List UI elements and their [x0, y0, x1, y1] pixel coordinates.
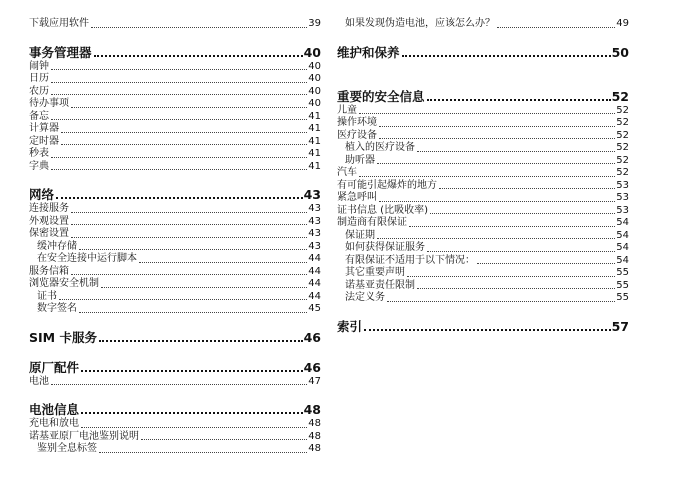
toc-entry-title: 鉴别全息标签 [37, 443, 97, 454]
toc-section-heading[interactable] [29, 360, 321, 376]
toc-page-number: 41 [308, 160, 321, 172]
toc-page-number: 48 [308, 443, 321, 454]
dot-leader [81, 412, 303, 414]
dot-leader [51, 94, 307, 95]
dot-leader [477, 263, 615, 264]
toc-entry-title: 诺基亚责任限制 [345, 279, 415, 291]
dot-leader [99, 452, 307, 453]
toc-page-number: 53 [616, 204, 629, 216]
toc-page-number: 54 [616, 217, 629, 228]
toc-entry-title: 有限保证不适用于以下情况： [345, 254, 475, 266]
toc-left-column [29, 18, 321, 456]
dot-leader [59, 299, 307, 300]
dot-leader [71, 107, 307, 108]
toc-page-number: 44 [308, 290, 321, 302]
dot-leader [99, 340, 303, 342]
toc-page-number: 46 [303, 329, 321, 345]
toc-page-number: 55 [616, 267, 629, 278]
dot-leader [94, 55, 303, 57]
toc-entry-title: 诺基亚原厂电池鉴别说明 [29, 430, 139, 442]
toc-subentry[interactable] [337, 280, 629, 293]
dot-leader [79, 249, 307, 250]
toc-entry-title: 儿童 [337, 104, 357, 116]
toc-entry[interactable] [29, 61, 321, 74]
dot-leader [407, 276, 615, 277]
toc-page-number: 52 [616, 104, 629, 116]
toc-subentry[interactable] [29, 291, 321, 304]
toc-entry-title: 维护和保养 [337, 44, 400, 60]
toc-entry-title: 电池 [29, 375, 49, 387]
toc-entry-title: 备忘 [29, 110, 49, 122]
dot-leader [387, 301, 615, 302]
toc-entry-title: 操作环境 [337, 117, 377, 128]
toc-entry-title: 日历 [29, 73, 49, 84]
toc-page-number: 55 [616, 292, 629, 303]
dot-leader [377, 238, 615, 239]
toc-entry-title: 计算器 [29, 123, 59, 134]
toc-entry-title: 网络 [29, 187, 55, 202]
dot-leader [379, 126, 615, 127]
toc-page-number: 40 [308, 73, 321, 84]
toc-entry-title: 定时器 [29, 135, 59, 147]
toc-page-number: 57 [611, 318, 629, 334]
toc-entry-title: 索引 [337, 318, 363, 334]
toc-entry-title: 证书 [37, 290, 57, 302]
toc-page-number: 44 [308, 278, 321, 289]
toc-page-number: 54 [616, 229, 629, 241]
toc-page-number: 53 [616, 192, 629, 203]
toc-page-number: 50 [611, 44, 629, 60]
dot-leader [81, 370, 303, 372]
toc-entry-title: 如果发现伪造电池，应该怎么办？ [345, 18, 495, 29]
dot-leader [101, 287, 307, 288]
toc-section-heading[interactable] [29, 330, 321, 346]
toc-entry[interactable] [29, 123, 321, 136]
dot-leader [71, 274, 307, 275]
toc-page-number: 55 [616, 279, 629, 291]
toc-page-number: 46 [303, 359, 321, 375]
toc-entry-title: 缓冲存储 [37, 240, 77, 252]
toc-entry-title: 助听器 [345, 154, 375, 166]
toc-entry-title: SIM 卡服务 [29, 329, 97, 345]
dot-leader [56, 197, 303, 199]
toc-entry[interactable] [29, 376, 321, 389]
dot-leader [427, 251, 615, 252]
toc-page-number: 52 [616, 142, 629, 153]
toc-entry[interactable] [29, 278, 321, 291]
dot-leader [359, 176, 615, 177]
toc-entry[interactable] [29, 86, 321, 99]
toc-page-number: 43 [308, 240, 321, 252]
toc-entry[interactable] [29, 18, 321, 31]
dot-leader [139, 262, 307, 263]
toc-entry[interactable] [337, 180, 629, 193]
toc-subentry[interactable] [29, 241, 321, 254]
toc-entry[interactable] [29, 161, 321, 174]
toc-entry-title: 在安全连接中运行脚本 [37, 253, 137, 264]
toc-page-number: 49 [616, 18, 629, 29]
toc-page-number: 52 [611, 88, 629, 104]
toc-entry[interactable] [337, 117, 629, 130]
toc-page-number: 48 [303, 402, 321, 417]
toc-entry[interactable] [29, 111, 321, 124]
dot-leader [51, 69, 307, 70]
toc-page-number: 40 [308, 60, 321, 72]
dot-leader [61, 132, 307, 133]
section-spacer [337, 75, 629, 89]
dot-leader [71, 237, 307, 238]
toc-entry-title: 证书信息 (比吸收率) [337, 204, 428, 216]
dot-leader [91, 27, 307, 28]
toc-entry-title: 充电和放电 [29, 418, 79, 429]
dot-leader [51, 157, 307, 158]
toc-subentry[interactable] [29, 253, 321, 266]
toc-page-number: 48 [308, 418, 321, 429]
toc-entry-title: 紧急呼叫 [337, 192, 377, 203]
toc-subentry[interactable] [29, 303, 321, 316]
toc-subentry[interactable] [337, 230, 629, 243]
toc-page-number: 39 [308, 18, 321, 29]
toc-entry-title: 外观设置 [29, 215, 69, 227]
toc-section-heading[interactable] [337, 319, 629, 335]
toc-page-number: 40 [303, 44, 321, 60]
section-spacer [29, 346, 321, 360]
toc-section-heading[interactable] [29, 402, 321, 418]
toc-entry[interactable] [337, 130, 629, 143]
toc-entry[interactable] [29, 228, 321, 241]
toc-entry[interactable] [337, 105, 629, 118]
toc-page-number: 44 [308, 265, 321, 277]
toc-entry[interactable] [29, 216, 321, 229]
toc-entry[interactable] [29, 148, 321, 161]
dot-leader [51, 169, 307, 170]
toc-page-number: 52 [616, 167, 629, 178]
toc-entry-title: 保密设置 [29, 228, 69, 239]
toc-page-number: 53 [616, 179, 629, 191]
toc-entry-title: 有可能引起爆炸的地方 [337, 179, 437, 191]
dot-leader [417, 151, 615, 152]
toc-entry[interactable] [29, 418, 321, 431]
toc-entry-title: 医疗设备 [337, 129, 377, 141]
dot-leader [430, 213, 615, 214]
section-spacer [337, 305, 629, 319]
toc-entry[interactable] [29, 73, 321, 86]
dot-leader [402, 55, 611, 57]
toc-entry[interactable] [29, 431, 321, 444]
toc-entry-title: 服务信箱 [29, 265, 69, 277]
toc-entry-title: 待办事项 [29, 98, 69, 109]
toc-entry[interactable] [29, 266, 321, 279]
toc-page-number: 52 [616, 154, 629, 166]
toc-entry-title: 重要的安全信息 [337, 88, 425, 104]
toc-entry[interactable] [337, 205, 629, 218]
toc-entry[interactable] [337, 217, 629, 230]
dot-leader [51, 82, 307, 83]
toc-entry-title: 制造商有限保证 [337, 217, 407, 228]
dot-leader [61, 144, 307, 145]
toc-subentry[interactable] [337, 18, 629, 31]
toc-entry-title: 数字签名 [37, 303, 77, 314]
toc-entry-title: 植入的医疗设备 [345, 142, 415, 153]
dot-leader [439, 188, 615, 189]
dot-leader [417, 288, 615, 289]
toc-entry-title: 其它重要声明 [345, 267, 405, 278]
dot-leader [379, 138, 615, 139]
toc-entry-title: 汽车 [337, 167, 357, 178]
dot-leader [51, 119, 307, 120]
toc-entry[interactable] [29, 136, 321, 149]
toc-page-number: 43 [308, 203, 321, 214]
toc-entry-title: 连接服务 [29, 203, 69, 214]
section-spacer [29, 31, 321, 45]
dot-leader [427, 99, 611, 101]
toc-entry-title: 秒表 [29, 148, 49, 159]
toc-page-number: 43 [303, 187, 321, 202]
toc-entry[interactable] [337, 167, 629, 180]
toc-entry-title: 保证期 [345, 229, 375, 241]
dot-leader [71, 224, 307, 225]
toc-page-number: 41 [308, 123, 321, 134]
dot-leader [71, 212, 307, 213]
toc-subentry[interactable] [337, 255, 629, 268]
toc-entry-title: 事务管理器 [29, 44, 92, 60]
toc-section-heading[interactable] [29, 187, 321, 203]
toc-entry-title: 法定义务 [345, 292, 385, 303]
toc-page-number: 52 [616, 117, 629, 128]
toc-subentry[interactable] [337, 155, 629, 168]
toc-page-number: 48 [308, 430, 321, 442]
toc-subentry[interactable] [337, 242, 629, 255]
toc-right-column [337, 18, 629, 335]
toc-page-number: 54 [616, 254, 629, 266]
toc-page-number: 41 [308, 148, 321, 159]
dot-leader [141, 439, 307, 440]
toc-page-number: 47 [308, 375, 321, 387]
toc-entry-title: 字典 [29, 160, 49, 172]
toc-entry-title: 如何获得保证服务 [345, 242, 425, 253]
toc-entry-title: 原厂配件 [29, 359, 80, 375]
dot-leader [497, 27, 615, 28]
dot-leader [359, 113, 615, 114]
toc-entry[interactable] [29, 98, 321, 111]
toc-subentry[interactable] [337, 292, 629, 305]
toc-page-number: 41 [308, 110, 321, 122]
toc-page-number: 41 [308, 135, 321, 147]
toc-subentry[interactable] [29, 443, 321, 456]
section-spacer [29, 316, 321, 330]
section-spacer [29, 388, 321, 402]
dot-leader [379, 201, 615, 202]
toc-entry-title: 浏览器安全机制 [29, 278, 99, 289]
toc-page-number: 44 [308, 253, 321, 264]
toc-section-heading[interactable] [29, 45, 321, 61]
toc-section-heading[interactable] [337, 45, 629, 61]
toc-entry-title: 电池信息 [29, 402, 80, 417]
toc-page-number: 40 [308, 85, 321, 97]
dot-leader [51, 384, 307, 385]
toc-page-number: 54 [616, 242, 629, 253]
dot-leader [81, 427, 307, 428]
dot-leader [409, 226, 615, 227]
toc-page-number: 43 [308, 215, 321, 227]
dot-leader [377, 163, 615, 164]
toc-page-number: 52 [616, 129, 629, 141]
section-spacer [29, 173, 321, 187]
toc-page-number: 43 [308, 228, 321, 239]
toc-entry-title: 下载应用软件 [29, 18, 89, 29]
toc-subentry[interactable] [337, 142, 629, 155]
section-spacer [337, 61, 629, 75]
dot-leader [364, 329, 611, 331]
toc-page-number: 40 [308, 98, 321, 109]
toc-subentry[interactable] [337, 267, 629, 280]
toc-page-number: 45 [308, 303, 321, 314]
dot-leader [79, 312, 307, 313]
toc-entry-title: 闹钟 [29, 60, 49, 72]
toc-entry-title: 农历 [29, 85, 49, 97]
section-spacer [337, 31, 629, 45]
toc-section-heading[interactable] [337, 89, 629, 105]
toc-entry[interactable] [29, 203, 321, 216]
toc-entry[interactable] [337, 192, 629, 205]
